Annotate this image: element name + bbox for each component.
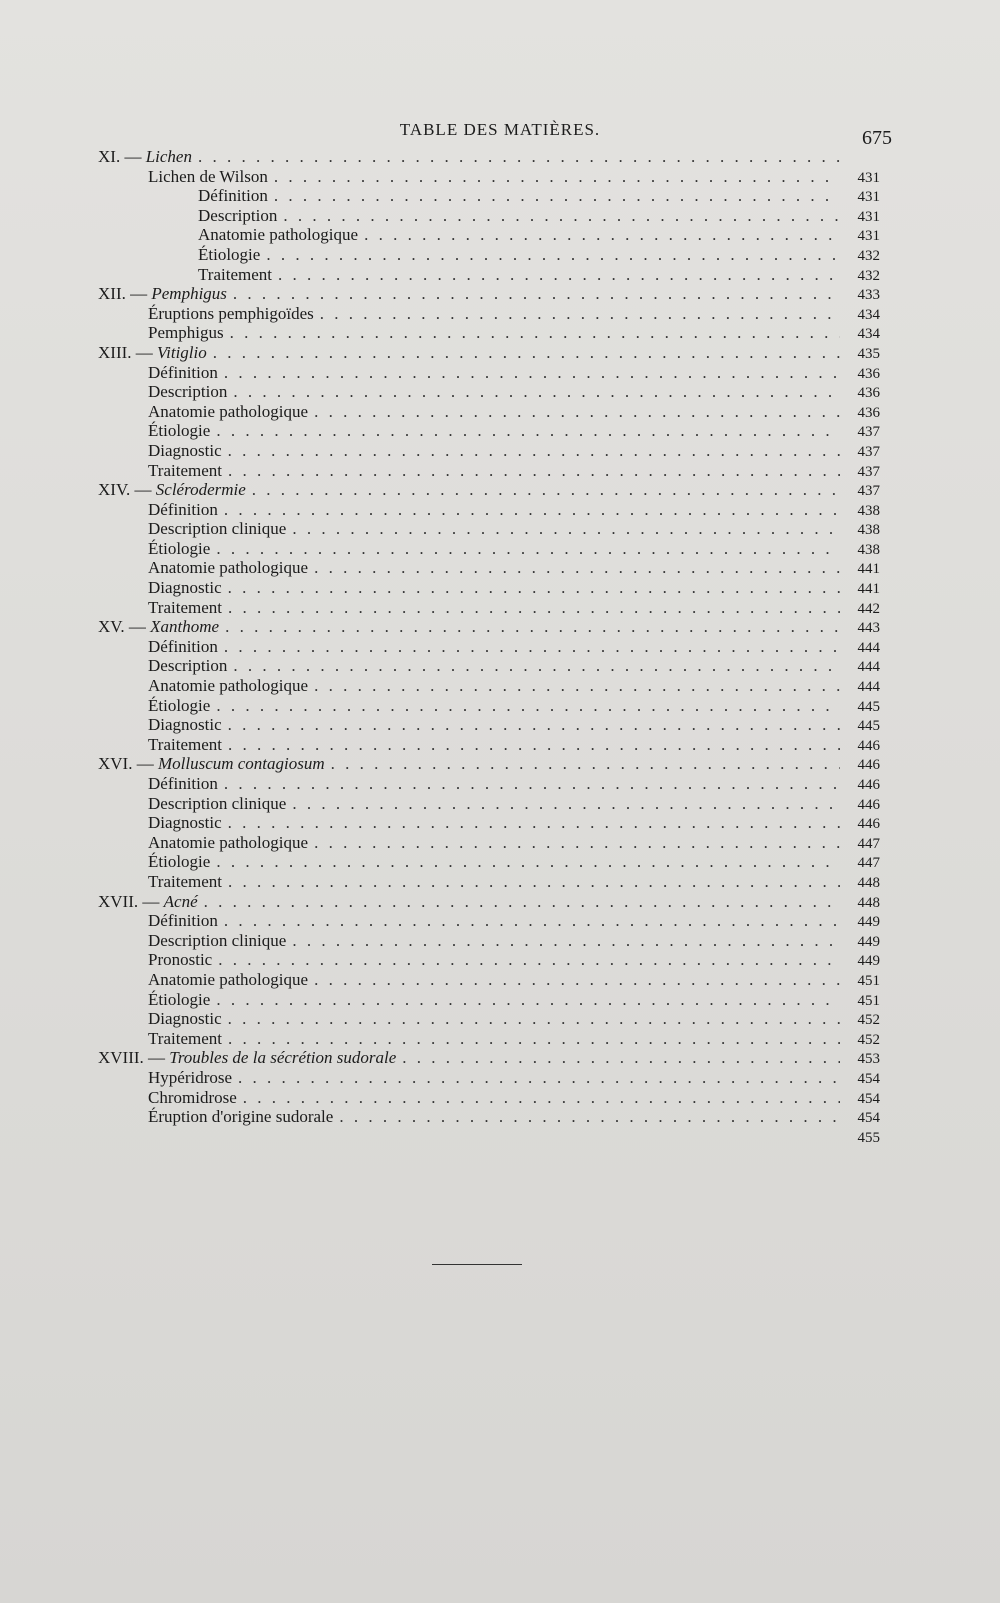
dot-leader: [204, 892, 840, 912]
dot-leader: [238, 1068, 840, 1088]
dot-leader: [228, 1029, 840, 1049]
toc-chapter-row: [90, 480, 880, 500]
toc-entry-row: [90, 911, 880, 931]
toc-entry-label: Hypéridrose: [148, 1067, 233, 1087]
toc-chapter-row: [90, 147, 880, 167]
toc-page-number: 437: [857, 443, 880, 460]
dot-leader: [224, 911, 840, 931]
dot-leader: [224, 500, 840, 520]
toc-page-number: 446: [857, 757, 880, 774]
dot-leader: [228, 813, 840, 833]
toc-entry-label: Pemphigus: [148, 323, 224, 343]
toc-entry-label: Traitement: [148, 871, 222, 891]
toc-page-number: 445: [857, 718, 880, 735]
toc-page-number: 449: [857, 914, 880, 931]
dot-leader: [228, 872, 840, 892]
chapter-number: XVI. —: [98, 754, 158, 774]
dot-leader: [252, 480, 840, 500]
toc-entry-row: [90, 950, 880, 970]
toc-entry-label: [98, 892, 198, 912]
dot-leader: [233, 382, 840, 402]
chapter-number: XIV. —: [98, 480, 156, 500]
toc-entry-label: Description: [198, 205, 278, 225]
toc-entry-row: [90, 735, 880, 755]
dot-leader: [331, 754, 840, 774]
toc-entry-label: Description: [148, 382, 228, 402]
toc-page-number: 437: [857, 483, 880, 500]
toc-entry-label: Diagnostic: [148, 715, 222, 735]
dot-leader: [292, 794, 840, 814]
dot-leader: [364, 225, 840, 245]
toc-chapter-row: [90, 754, 880, 774]
toc-entry-row: [90, 500, 880, 520]
chapter-title: Lichen: [145, 147, 192, 166]
dot-leader: [314, 833, 840, 853]
toc-entry-label: Traitement: [148, 597, 222, 617]
toc-page-number: 448: [857, 874, 880, 891]
dot-leader: [274, 186, 840, 206]
dot-leader: [266, 245, 840, 265]
toc-entry-row: [90, 421, 880, 441]
toc-entry-row: [90, 990, 880, 1010]
dot-leader: [228, 735, 840, 755]
toc-page-number: 441: [857, 581, 880, 598]
toc-entry-row: [90, 872, 880, 892]
toc-entry-label: Anatomie pathologique: [148, 558, 309, 578]
chapter-title: Vitiglio: [157, 342, 207, 362]
dot-leader: [292, 519, 840, 539]
toc-page-number: 437: [857, 424, 880, 441]
toc-entry-label: Description: [148, 656, 228, 676]
toc-page-number: 451: [857, 972, 880, 989]
dot-leader: [216, 696, 840, 716]
toc-entry-row: [90, 696, 880, 716]
dot-leader: [314, 970, 840, 990]
toc-entry-label: Définition: [148, 774, 218, 793]
toc-page-number: 444: [857, 659, 880, 676]
toc-entry-row: [90, 167, 880, 187]
dot-leader: [218, 950, 840, 970]
toc-entry-label: [98, 480, 246, 500]
toc-page-number: 454: [857, 1110, 880, 1127]
toc-page-number: 454: [857, 1090, 880, 1107]
toc-page-number: 449: [857, 933, 880, 950]
dot-leader: [283, 206, 840, 226]
toc-entry-label: Traitement: [148, 734, 222, 754]
dot-leader: [233, 284, 840, 304]
toc-page-number: 452: [857, 1031, 880, 1048]
dot-leader: [278, 265, 840, 285]
toc-page-number: 441: [857, 561, 880, 578]
toc-entry-row: [90, 539, 880, 559]
chapter-number: XVIII. —: [98, 1048, 170, 1068]
toc-entry-row: [90, 519, 880, 539]
dot-leader: [224, 774, 840, 794]
toc-entry-label: Étiologie: [198, 244, 261, 264]
toc-page-number: 432: [857, 247, 880, 264]
dot-leader: [228, 578, 840, 598]
dot-leader: [320, 304, 840, 324]
toc-entry-label: Étiologie: [148, 421, 211, 441]
toc-entry-row: [90, 323, 880, 343]
chapter-title: Sclérodermie: [155, 480, 246, 500]
toc-entry-label: Chromidrose: [148, 1087, 237, 1107]
toc-entry-row: [90, 461, 880, 481]
toc-entry-label: Définition: [148, 362, 218, 382]
toc-entry-row: [90, 558, 880, 578]
toc-entry-label: [98, 343, 207, 363]
toc-entry-label: Description clinique: [148, 519, 287, 539]
toc-entry-label: Étiologie: [148, 852, 211, 872]
dot-leader: [198, 147, 840, 167]
dot-leader: [402, 1048, 840, 1068]
toc-entry-row: [90, 363, 880, 383]
toc-entry-label: Anatomie pathologique: [148, 969, 309, 989]
toc-entry-row: [90, 1009, 880, 1029]
dot-leader: [216, 990, 840, 1010]
dot-leader: [339, 1107, 840, 1127]
toc-entry-row: [90, 186, 880, 206]
chapter-number: XIII. —: [98, 342, 158, 362]
toc-page-number: 448: [857, 894, 880, 911]
toc-entry-label: Étiologie: [148, 695, 211, 715]
toc-page-number: 446: [857, 796, 880, 813]
toc-page-number: 446: [857, 777, 880, 793]
dot-leader: [216, 421, 840, 441]
chapter-number: XII. —: [98, 284, 152, 304]
toc-page-number: 443: [857, 620, 880, 637]
toc-page-number: 435: [857, 345, 880, 362]
toc-page-number: 444: [857, 639, 880, 656]
toc-page-number: 436: [857, 365, 880, 382]
toc-chapter-row: [90, 284, 880, 304]
toc-entry-label: [98, 1048, 396, 1068]
toc-entry-row: [90, 676, 880, 696]
toc-entry-row: [90, 715, 880, 735]
toc-page-number: 442: [857, 600, 880, 617]
toc-entry-label: Anatomie pathologique: [148, 676, 309, 696]
chapter-title: Troubles de la sécrétion sudorale: [169, 1048, 397, 1068]
toc-entry-row: [90, 206, 880, 226]
toc-page-number: 455: [857, 1129, 880, 1146]
toc-entry-row: [90, 402, 880, 422]
page-number: 675: [862, 127, 892, 149]
toc-chapter-row: [90, 343, 880, 363]
toc-page-number: 437: [857, 463, 880, 480]
toc-entry-row: [90, 1068, 880, 1088]
dot-leader: [228, 461, 840, 481]
chapter-title: Xanthome: [150, 617, 220, 637]
toc-page-number: 431: [857, 228, 880, 245]
table-of-contents: [90, 147, 880, 1146]
toc-page-number: 449: [857, 953, 880, 970]
toc-entry-label: Anatomie pathologique: [148, 832, 309, 852]
chapter-title: Molluscum contagiosum: [157, 754, 325, 774]
toc-page-number: 454: [857, 1070, 880, 1087]
toc-page-number: 431: [857, 189, 880, 206]
toc-page-number: 447: [857, 855, 880, 872]
dot-leader: [228, 715, 840, 735]
dot-leader: [243, 1088, 840, 1108]
chapter-number: XVII. —: [98, 891, 164, 911]
toc-page-number: 451: [857, 992, 880, 1009]
toc-entry-label: Traitement: [198, 264, 272, 284]
toc-entry-row: [90, 598, 880, 618]
toc-entry-row: [90, 833, 880, 853]
chapter-title: Pemphigus: [151, 284, 227, 304]
toc-entry-row: [90, 1029, 880, 1049]
toc-entry-label: Lichen de Wilson: [148, 166, 268, 186]
dot-leader: [224, 637, 840, 657]
toc-page-number: 453: [857, 1051, 880, 1068]
toc-entry-row: [90, 1127, 880, 1147]
toc-entry-row: [90, 656, 880, 676]
closing-rule: [432, 1264, 522, 1265]
toc-entry-label: Diagnostic: [148, 813, 222, 833]
toc-entry-row: [90, 245, 880, 265]
toc-page-number: 433: [857, 287, 880, 304]
toc-entry-row: [90, 441, 880, 461]
toc-entry-label: Définition: [148, 636, 218, 656]
toc-entry-label: Anatomie pathologique: [148, 401, 309, 421]
chapter-number: XV. —: [98, 617, 151, 637]
toc-entry-row: [90, 304, 880, 324]
dot-leader: [216, 852, 840, 872]
toc-page-number: 438: [857, 522, 880, 539]
toc-entry-row: [90, 225, 880, 245]
toc-entry-row: [90, 931, 880, 951]
toc-entry-row: [90, 970, 880, 990]
toc-entry-row: [90, 1088, 880, 1108]
dot-leader: [213, 343, 840, 363]
dot-leader: [224, 363, 840, 383]
toc-page-number: 434: [857, 306, 880, 323]
toc-chapter-row: [90, 1048, 880, 1068]
page-title: TABLE DES MATIÈRES.: [399, 120, 601, 139]
toc-entry-label: Description clinique: [148, 930, 287, 950]
dot-leader: [274, 167, 840, 187]
toc-entry-label: Éruption d'origine sudorale: [148, 1107, 334, 1127]
toc-page-number: 447: [857, 835, 880, 852]
toc-entry-row: [90, 1107, 880, 1127]
toc-chapter-row: [90, 617, 880, 637]
toc-page-number: 436: [857, 385, 880, 402]
toc-page-number: 438: [857, 541, 880, 558]
dot-leader: [216, 539, 840, 559]
toc-page-number: 438: [857, 502, 880, 519]
toc-entry-row: [90, 774, 880, 794]
toc-page-number: 432: [857, 267, 880, 284]
toc-page-number: 452: [857, 1012, 880, 1029]
toc-entry-label: Définition: [198, 186, 268, 206]
toc-entry-row: [90, 265, 880, 285]
toc-entry-label: Pronostic: [148, 950, 213, 970]
toc-page-number: 446: [857, 737, 880, 754]
toc-entry-label: Étiologie: [148, 538, 211, 558]
toc-page-number: 436: [857, 404, 880, 421]
dot-leader: [228, 598, 840, 618]
toc-entry-label: Diagnostic: [148, 440, 222, 460]
toc-entry-label: Traitement: [148, 460, 222, 480]
toc-entry-label: Description clinique: [148, 793, 287, 813]
toc-page-number: 444: [857, 679, 880, 696]
toc-page-number: 431: [857, 169, 880, 186]
dot-leader: [314, 558, 840, 578]
toc-entry-label: [98, 754, 325, 774]
toc-chapter-row: [90, 892, 880, 912]
toc-entry-label: [98, 617, 219, 637]
dot-leader: [314, 676, 840, 696]
toc-entry-row: [90, 578, 880, 598]
toc-entry-row: [90, 794, 880, 814]
chapter-title: Acné: [163, 891, 198, 911]
toc-entry-label: Éruptions pemphigoïdes: [148, 303, 314, 323]
dot-leader: [228, 1009, 840, 1029]
dot-leader: [233, 656, 840, 676]
toc-page-number: 434: [857, 326, 880, 343]
dot-leader: [314, 402, 840, 422]
toc-entry-label: Traitement: [148, 1028, 222, 1048]
toc-entry-row: [90, 852, 880, 872]
toc-entry-row: [90, 382, 880, 402]
toc-page-number: 446: [857, 816, 880, 833]
dot-leader: [292, 931, 840, 951]
toc-entry-row: [90, 813, 880, 833]
toc-entry-label: Diagnostic: [148, 1009, 222, 1029]
toc-entry-label: Diagnostic: [148, 578, 222, 598]
dot-leader: [228, 441, 840, 461]
toc-entry-row: [90, 637, 880, 657]
toc-entry-label: [98, 147, 192, 167]
toc-entry-label: Étiologie: [148, 989, 211, 1009]
toc-entry-label: Anatomie pathologique: [198, 225, 359, 245]
toc-entry-label: Définition: [148, 499, 218, 519]
dot-leader: [225, 617, 840, 637]
chapter-number: XI. —: [98, 147, 146, 166]
toc-page-number: 445: [857, 698, 880, 715]
dot-leader: [230, 323, 840, 343]
toc-page-number: 431: [857, 208, 880, 225]
toc-entry-label: [98, 284, 227, 304]
toc-entry-label: Définition: [148, 911, 218, 931]
